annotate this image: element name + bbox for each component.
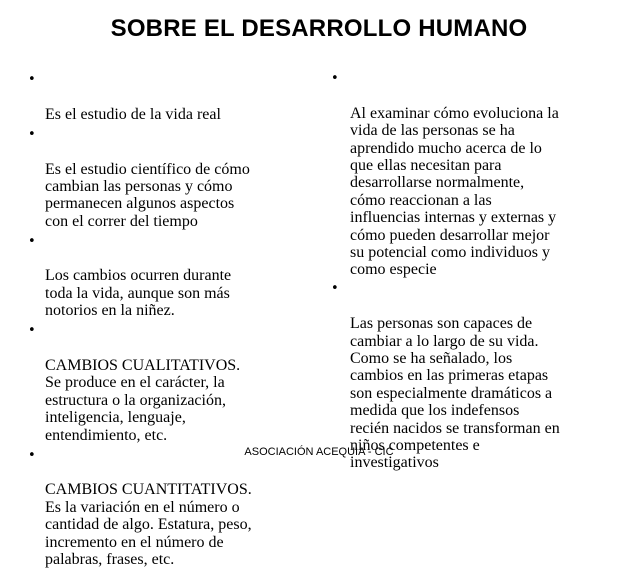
list-item: [28, 322, 318, 444]
bullet-dot-icon: •: [331, 281, 339, 297]
slide-title: SOBRE EL DESARROLLO HUMANO: [110, 15, 528, 42]
list-item: [28, 126, 318, 230]
bullet-dot-icon: •: [28, 323, 36, 339]
list-item: [331, 70, 631, 279]
bullet-text: Es el estudio de la vida real: [45, 105, 221, 123]
bullet-text: Es el estudio científico de cómo cambian las personas y cómo permanecen algunos aspectos con el correr del tiempo: [45, 160, 250, 230]
footer-text: ASOCIACIÓN ACEQUIA - CIC: [244, 446, 394, 458]
list-item: [28, 447, 318, 569]
bullet-dot-icon: •: [28, 72, 36, 87]
bullet-text: CAMBIOS CUALITATIVOS. Se produce en el carácter, la estructura o la organización, inteligencia, lenguaje, entendimiento, etc.: [45, 357, 241, 444]
bullet-text: Al examinar cómo evoluciona la vida de las personas se ha aprendido mucho acerca de lo que ellas necesitan para desarrollarse normalmente, cómo reaccionan a las influencias internas y externas y cómo pueden desarrollar mejor su potencial como individuos y como especie: [350, 104, 559, 279]
bullet-text: Las personas son capaces de cambiar a lo largo de su vida. Como se ha señalado, los cambios en las primeras etapas son especialmente dramáticos a medida que los indefensos recién nacidos se transforman en niños competentes e investigativos: [350, 315, 560, 472]
bullet-dot-icon: •: [331, 71, 339, 86]
bullet-text: Los cambios ocurren durante toda la vida, aunque son más notorios en la niñez.: [45, 267, 232, 320]
list-item: [331, 280, 631, 471]
list-item: [28, 71, 318, 123]
bullet-text: CAMBIOS CUANTITATIVOS. Es la variación en el número o cantidad de algo. Estatura, peso, incremento en el número de palabras, frases, etc.: [45, 481, 252, 568]
bullet-dot-icon: •: [28, 126, 36, 142]
left-bullet-list: [28, 71, 318, 571]
bullet-dot-icon: •: [28, 233, 36, 249]
right-bullet-list: [331, 70, 631, 473]
list-item: [28, 233, 318, 320]
bullet-dot-icon: •: [28, 447, 36, 463]
